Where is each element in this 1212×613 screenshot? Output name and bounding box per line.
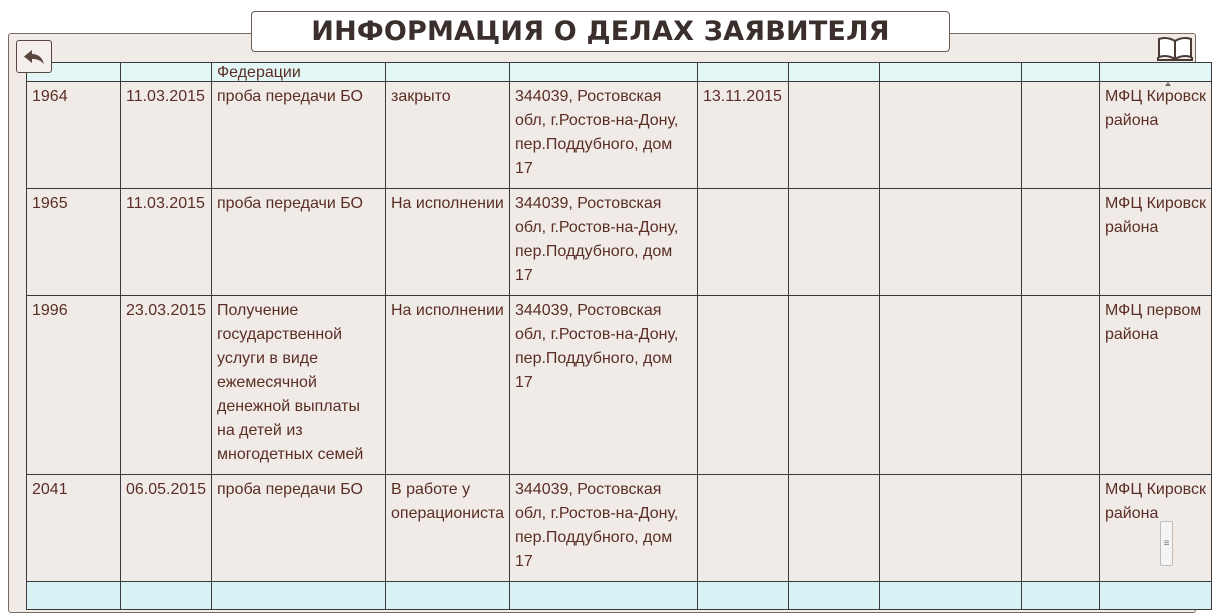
case-id: 1965 (27, 189, 121, 296)
case-address: 344039, Ростовская обл, г.Ростов-на-Дону, пер.Поддубного, дом 17 (510, 475, 698, 582)
cases-table (26, 62, 1212, 610)
table-row[interactable] (27, 296, 1212, 475)
open-book-icon[interactable] (1157, 35, 1193, 61)
table-cell (698, 582, 789, 610)
table-cell (386, 63, 510, 82)
table-cell (880, 189, 1022, 296)
table-cell (880, 296, 1022, 475)
table-cell (880, 82, 1022, 189)
grip-icon: ≡ (1163, 537, 1170, 549)
table-cell (789, 475, 880, 582)
case-org: МФЦ Кировск района (1100, 82, 1212, 189)
vertical-scrollbar[interactable] (1160, 76, 1174, 595)
table-cell (880, 582, 1022, 610)
table-cell (789, 296, 880, 475)
table-cell (510, 582, 698, 610)
table-cell (1100, 63, 1212, 82)
case-status: В работе у операциониста (386, 475, 510, 582)
case-org: МФЦ Кировск района (1100, 475, 1212, 582)
case-id: 1964 (27, 82, 121, 189)
table-cell (386, 582, 510, 610)
case-address: 344039, Ростовская обл, г.Ростов-на-Дону, пер.Поддубного, дом 17 (510, 82, 698, 189)
case-date: 11.03.2015 (121, 189, 212, 296)
back-arrow-icon (23, 49, 45, 65)
case-id: 1996 (27, 296, 121, 475)
table-cell (121, 63, 212, 82)
cases-table-viewport (26, 64, 1206, 595)
case-date: 11.03.2015 (121, 82, 212, 189)
table-row[interactable] (27, 189, 1212, 296)
case-address: 344039, Ростовская обл, г.Ростов-на-Дону, пер.Поддубного, дом 17 (510, 189, 698, 296)
case-org: МФЦ Кировск района (1100, 189, 1212, 296)
case-id: 2041 (27, 475, 121, 582)
scroll-up-arrow-icon[interactable] (1163, 80, 1173, 88)
table-cell (1100, 582, 1212, 610)
case-date: 23.03.2015 (121, 296, 212, 475)
table-cell (212, 582, 386, 610)
case-close-date (698, 189, 789, 296)
table-cell (789, 63, 880, 82)
table-row-partial (27, 582, 1212, 610)
table-row[interactable] (27, 82, 1212, 189)
table-row-partial (27, 63, 1212, 82)
table-row[interactable] (27, 475, 1212, 582)
case-close-date (698, 475, 789, 582)
table-cell (212, 63, 386, 82)
table-cell (1022, 582, 1100, 610)
table-cell (27, 582, 121, 610)
page-title: ИНФОРМАЦИЯ О ДЕЛАХ ЗАЯВИТЕЛЯ (311, 16, 890, 47)
case-service: проба передачи БО (212, 82, 386, 189)
table-cell (880, 63, 1022, 82)
table-cell (789, 582, 880, 610)
case-date: 06.05.2015 (121, 475, 212, 582)
table-cell (698, 63, 789, 82)
case-service: проба передачи БО (212, 475, 386, 582)
table-cell (789, 189, 880, 296)
case-status: На исполнении (386, 296, 510, 475)
table-cell (1022, 189, 1100, 296)
table-cell (1022, 82, 1100, 189)
partial-cell-text: Федерации (217, 64, 301, 81)
case-service: проба передачи БО (212, 189, 386, 296)
scrollbar-thumb[interactable] (1160, 521, 1173, 566)
table-cell (880, 475, 1022, 582)
table-cell (510, 63, 698, 82)
case-service: Получение государственной услуги в виде ежемесячной денежной выплаты на детей из многодетных семей (212, 296, 386, 475)
case-close-date: 13.11.2015 (698, 82, 789, 189)
page-title-box (251, 11, 950, 52)
table-cell (1022, 63, 1100, 82)
table-cell (789, 82, 880, 189)
table-cell (1022, 296, 1100, 475)
table-cell (1022, 475, 1100, 582)
case-close-date (698, 296, 789, 475)
back-button[interactable] (16, 40, 52, 73)
case-status: На исполнении (386, 189, 510, 296)
case-org: МФЦ первом района (1100, 296, 1212, 475)
case-status: закрыто (386, 82, 510, 189)
table-cell (121, 582, 212, 610)
case-address: 344039, Ростовская обл, г.Ростов-на-Дону, пер.Поддубного, дом 17 (510, 296, 698, 475)
